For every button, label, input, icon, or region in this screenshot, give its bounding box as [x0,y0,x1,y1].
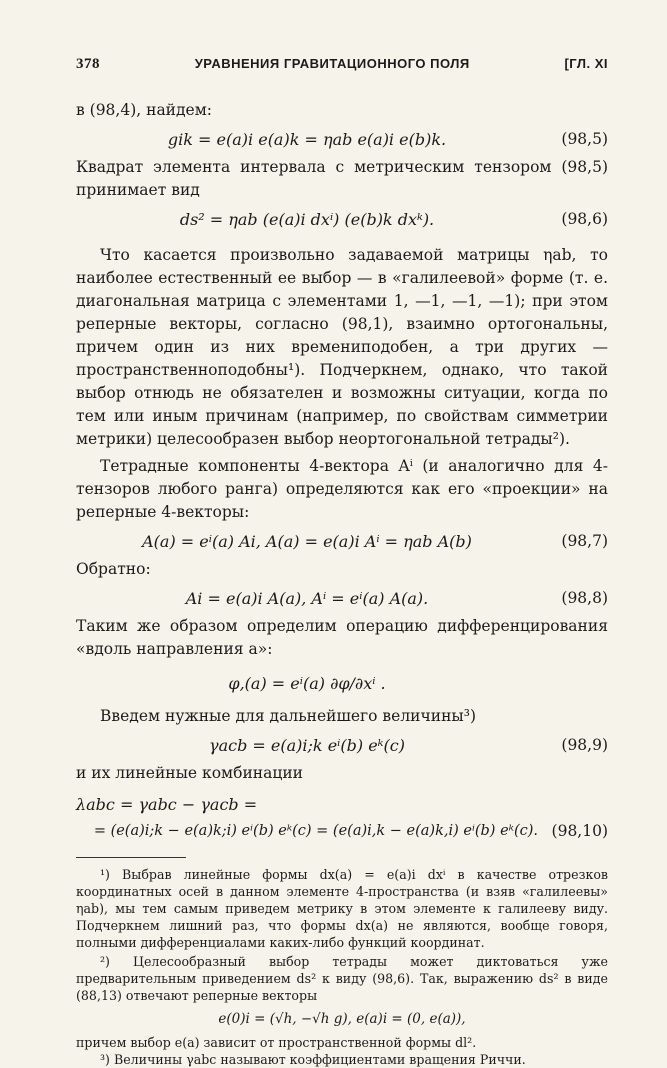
equation-body: A(a) = eⁱ(a) Ai, A(a) = e(a)i Aⁱ = ηab A(b) [142,531,472,551]
equation-body: gik = e(a)i e(a)k = ηab e(a)i e(b)k. [167,129,447,149]
paragraph-1: в (98,4), найдем: [76,101,213,119]
equation-98-7 [76,524,608,558]
paragraph-5: Обратно: [76,560,151,578]
equation-body: λabc = γabc − γacb = [76,794,258,814]
page [76,56,608,1068]
equation-body: φ,(a) = eⁱ(a) ∂φ/∂xⁱ . [228,673,386,693]
equation-98-6 [76,202,608,236]
paragraph-2: Квадрат элемента интервала с метрическим тензором (98,5) принимает вид [76,158,608,199]
equation-body: ds² = ηab (e(a)i dxⁱ) (e(b)k dxᵏ). [179,209,435,229]
paragraph-4: Тетрадные компоненты 4-вектора Aⁱ (и аналогично для 4-тензоров любого ранга) определяются как его «проекции» на реперные 4-векторы: [76,457,608,521]
paragraph-7: Введем нужные для дальнейшего величины³) [100,707,477,725]
footnote-divider [76,857,186,858]
equation-body: e(0)i = (√h, −√h g), e(a)i = (0, e(a)), [218,1010,466,1027]
footnote-2-tail: причем выбор e(a) зависит от пространственной формы dl². [76,1035,477,1050]
equation-derivative [76,661,608,705]
equation-body: γacb = e(a)i;k eⁱ(b) eᵏ(c) [209,735,405,755]
equation-98-9 [76,728,608,762]
equation-number: (98,8) [561,589,608,607]
footnote-2: ²) Целесообразный выбор тетрады может диктоваться уже предварительным приведением ds² к виду (98,6). Так, выражению ds² в виде (88,13) отвечают реперные векторы [76,954,608,1003]
equation-body: = (e(a)i;k − e(a)k;i) eⁱ(b) eᵏ(c) = (e(a)i,k − e(a)k,i) eⁱ(b) eᵏ(c). [93,823,538,839]
chapter-label: [ГЛ. XI [564,56,608,71]
paragraph-6: Таким же образом определим операцию дифференцирования «вдоль направления a»: [76,617,608,658]
running-header [76,56,608,73]
equation-number: (98,9) [561,736,608,754]
footnote-3: ³) Величины γabc называют коэффициентами вращения Риччи. [100,1052,526,1067]
paragraph-8: и их линейные комбинации [76,764,303,782]
equation-number: (98,6) [561,210,608,228]
footnote-1: ¹) Выбрав линейные формы dx(a) = e(a)i dxⁱ в качестве отрезков координатных осей в данном элементе 4-пространства (и взяв «галилеевы» ηab), мы тем самым приведем метрику в этом элементе к галилееву виду. Подчеркнем лишний раз, что формы dx(a) не являются, вообще говоря, полными дифференциалами каких-либо функций координат. [76,867,608,950]
equation-98-10-line-2 [76,817,608,845]
equation-98-5 [76,122,608,156]
equation-98-8 [76,581,608,615]
equation-98-10-line-1 [76,791,608,817]
equation-number: (98,10) [551,822,608,840]
paragraph-3: Что касается произвольно задаваемой матрицы ηab, то наиболее естественный ее выбор — в «галилеевой» форме (т. е. диагональная матрица с элементами 1, —1, —1, —1); при этом реперные векторы, согласно (98,1), взаимно ортогональны, причем один из них времениподобен, а три других — пространственноподобны¹). Подчеркнем, однако, что такой выбор отнюдь не обязателен и возможны ситуации, когда по тем или иным причинам (например, по свойствам симметрии метрики) целесообразен выбор неортогональной тетрады²). [76,246,608,448]
running-title: УРАВНЕНИЯ ГРАВИТАЦИОННОГО ПОЛЯ [194,56,470,71]
page-number: 378 [76,56,100,72]
equation-body: Ai = e(a)i A(a), Aⁱ = eⁱ(a) A(a). [185,588,429,608]
footnotes [76,866,608,1068]
equation-number: (98,5) [561,130,608,148]
footnote-2-equation [76,1004,608,1034]
equation-number: (98,7) [561,532,608,550]
